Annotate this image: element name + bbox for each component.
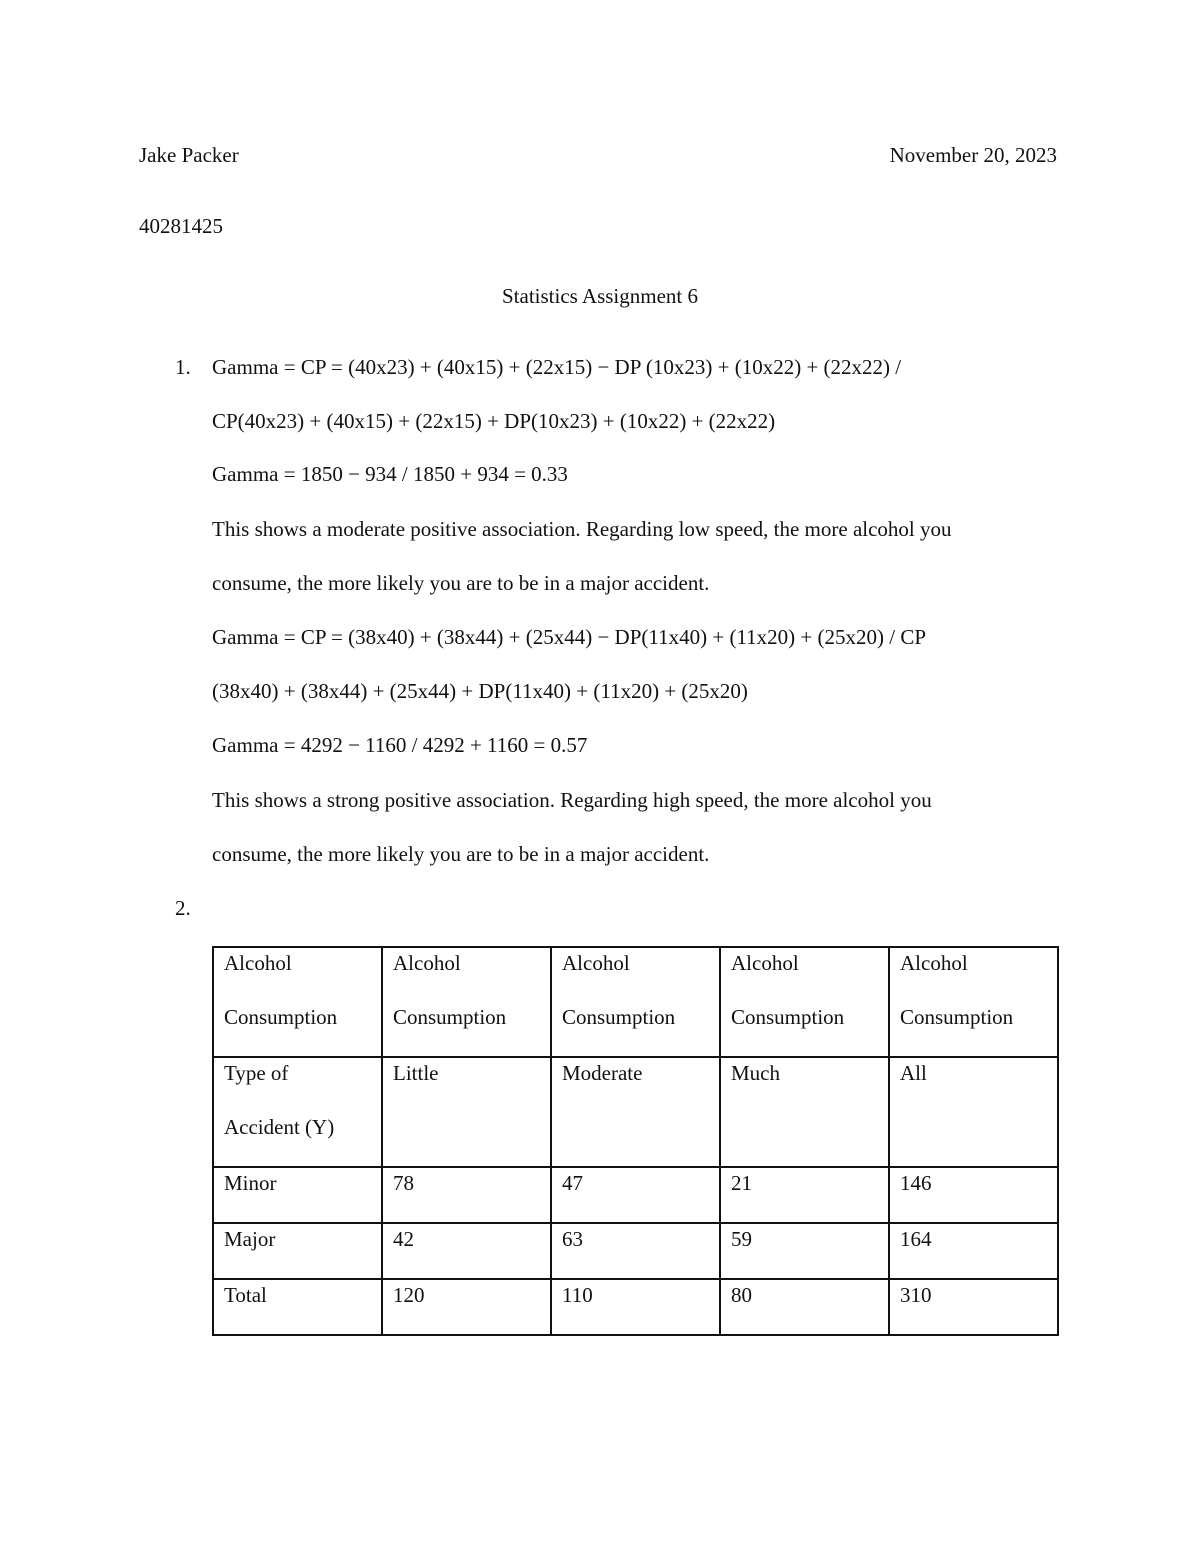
q1-line-6: Gamma = CP = (38x40) + (38x44) + (25x44) − DP(11x40) + (11x20) + (25x20) / CP [212,625,927,649]
table-row [213,1279,1058,1335]
table-cell: 47 [551,1167,720,1223]
table-cell: Little [382,1057,551,1167]
table-cell: 80 [720,1279,889,1335]
table-cell: Major [213,1223,382,1279]
student-id: 40281425 [139,214,223,238]
q1-line-7: (38x40) + (38x44) + (25x44) + DP(11x40) + (11x20) + (25x20) [212,679,748,703]
document-date: November 20, 2023 [889,143,1057,167]
table-cell: Alcohol Consumption [720,947,889,1057]
table-cell: 120 [382,1279,551,1335]
table-cell: Alcohol Consumption [213,947,382,1057]
question-2-number: 2. [175,896,191,920]
table-header-row [213,947,1058,1057]
table-cell: Minor [213,1167,382,1223]
q1-line-5: consume, the more likely you are to be in a major accident. [212,571,710,595]
document-title: Statistics Assignment 6 [501,284,698,308]
table-cell: Alcohol Consumption [889,947,1058,1057]
table-cell: All [889,1057,1058,1167]
table-cell: Much [720,1057,889,1167]
table-cell: 78 [382,1167,551,1223]
table-category-row [213,1057,1058,1167]
table-cell: 164 [889,1223,1058,1279]
q1-line-2: CP(40x23) + (40x15) + (22x15) + DP(10x23) + (10x22) + (22x22) [212,409,776,433]
table-cell: 59 [720,1223,889,1279]
q1-line-3: Gamma = 1850 − 934 / 1850 + 934 = 0.33 [212,462,568,486]
alcohol-accident-table [212,946,1059,1336]
author-name: Jake Packer [139,143,239,167]
table-cell: 63 [551,1223,720,1279]
table-cell: 310 [889,1279,1058,1335]
table-cell: Alcohol Consumption [551,947,720,1057]
table-cell: Alcohol Consumption [382,947,551,1057]
table-cell: 21 [720,1167,889,1223]
table-cell: 110 [551,1279,720,1335]
q1-line-4: This shows a moderate positive association. Regarding low speed, the more alcohol you [212,517,952,541]
table-cell: Total [213,1279,382,1335]
q1-line-8: Gamma = 4292 − 1160 / 4292 + 1160 = 0.57 [212,733,588,757]
question-1-number: 1. [175,355,191,379]
q1-line-10: consume, the more likely you are to be in a major accident. [212,842,710,866]
table-cell: 146 [889,1167,1058,1223]
q1-line-1: Gamma = CP = (40x23) + (40x15) + (22x15) − DP (10x23) + (10x22) + (22x22) / [212,355,902,379]
table-cell: 42 [382,1223,551,1279]
table-cell: Type of Accident (Y) [213,1057,382,1167]
table-cell: Moderate [551,1057,720,1167]
q1-line-9: This shows a strong positive association. Regarding high speed, the more alcohol you [212,788,932,812]
